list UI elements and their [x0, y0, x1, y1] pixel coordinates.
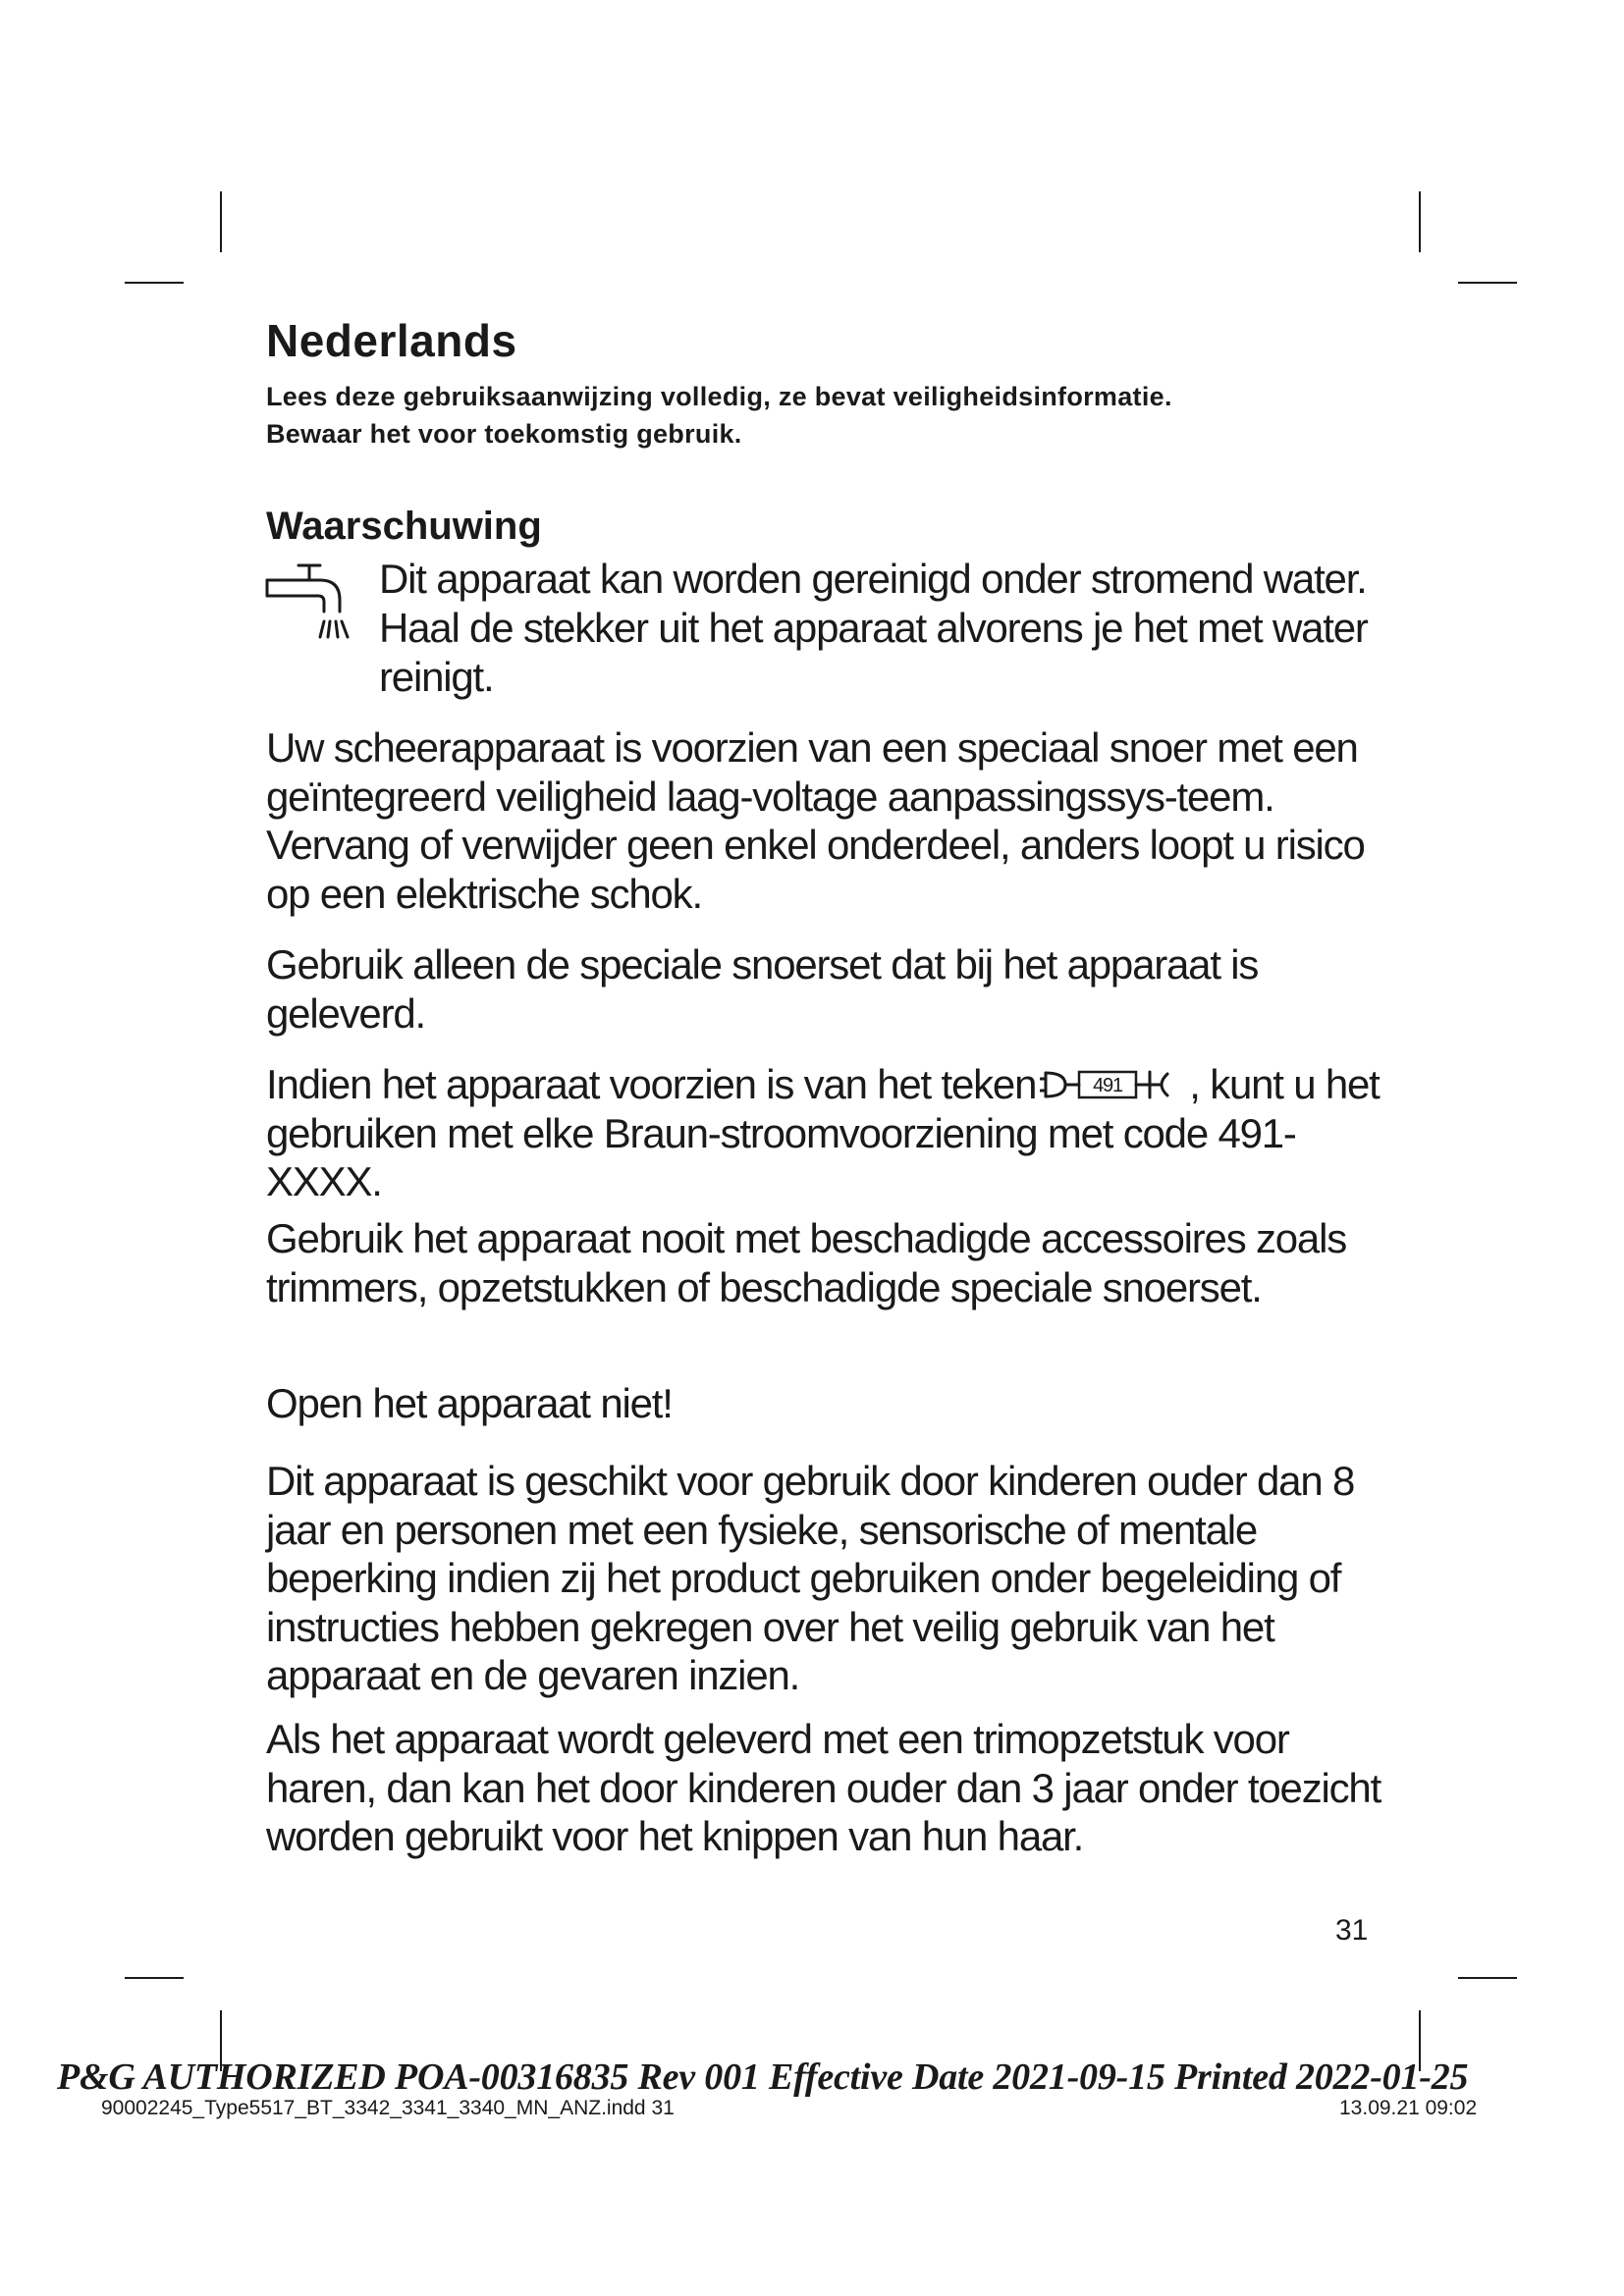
intro-line-2: Bewaar het voor toekomstig gebruik. [266, 419, 742, 449]
crop-mark-bottom-right-h [1458, 1977, 1517, 1979]
symbol-text-after: , kunt u het gebruiken met elke Braun-stroomvoorziening met code 491-XXXX. [266, 1061, 1380, 1204]
print-date: 13.09.21 09:02 [1339, 2097, 1478, 2119]
water-tap-icon [263, 562, 353, 643]
paragraph-accessories: Gebruik het apparaat nooit met beschadigde accessoires zoals trimmers, opzetstukken of beschadigde speciale snoerset. [266, 1215, 1347, 1310]
paragraph-trimmer: Als het apparaat wordt geleverd met een trimopzetstuk voor haren, dan kan het door kinderen ouder dan 3 jaar onder toezicht worden gebruikt voor het knippen van hun haar. [266, 1716, 1381, 1859]
warning-title: Waarschuwing [266, 505, 542, 548]
paragraph-do-not-open: Open het apparaat niet! [266, 1380, 673, 1426]
crop-mark-top-right-h [1458, 282, 1517, 284]
symbol-text-before: Indien het apparaat voorzien is van het teken [266, 1061, 1037, 1107]
power-supply-symbol-icon [1040, 1065, 1187, 1104]
page-number: 31 [1335, 1914, 1369, 1947]
intro-line-1: Lees deze gebruiksaanwijzing volledig, ze bevat veiligheidsinformatie. [266, 382, 1172, 411]
crop-mark-bottom-left-h [125, 1977, 184, 1979]
paragraph-symbol [266, 1060, 1395, 1206]
crop-mark-top-left-h [125, 282, 184, 284]
intro-text [266, 378, 1395, 453]
crop-mark-top-left [220, 191, 222, 252]
paragraph-cord-set: Gebruik alleen de speciale snoerset dat bij het apparaat is geleverd. [266, 941, 1259, 1037]
warning-text: Dit apparaat kan worden gereinigd onder stromend water. Haal de stekker uit het apparaat alvorens je het met water reinigt. [379, 556, 1368, 700]
power-supply-symbol-code: 491 [1093, 1075, 1123, 1096]
file-info: 90002245_Type5517_BT_3342_3341_3340_MN_ANZ.indd 31 [101, 2097, 675, 2119]
paragraph-children: Dit apparaat is geschikt voor gebruik door kinderen ouder dan 8 jaar en personen met een fysieke, sensorische of mentale beperking indien zij het product gebruiken onder begeleiding of instructies hebben gekregen over het veilig gebruik van het apparaat en de gevaren inzien. [266, 1458, 1355, 1698]
paragraph-cord: Uw scheerapparaat is voorzien van een speciaal snoer met een geïntegreerd veiligheid laag-voltage aanpassingssys-teem. Vervang of verwijder geen enkel onderdeel, anders loopt u risico op een elektrische schok. [266, 724, 1365, 917]
crop-mark-top-right [1419, 191, 1421, 252]
section-title: Nederlands [266, 315, 517, 366]
authorized-stamp: P&G AUTHORIZED POA-00316835 Rev 001 Effective Date 2021-09-15 Printed 2022-01-25 [57, 2056, 1469, 2098]
